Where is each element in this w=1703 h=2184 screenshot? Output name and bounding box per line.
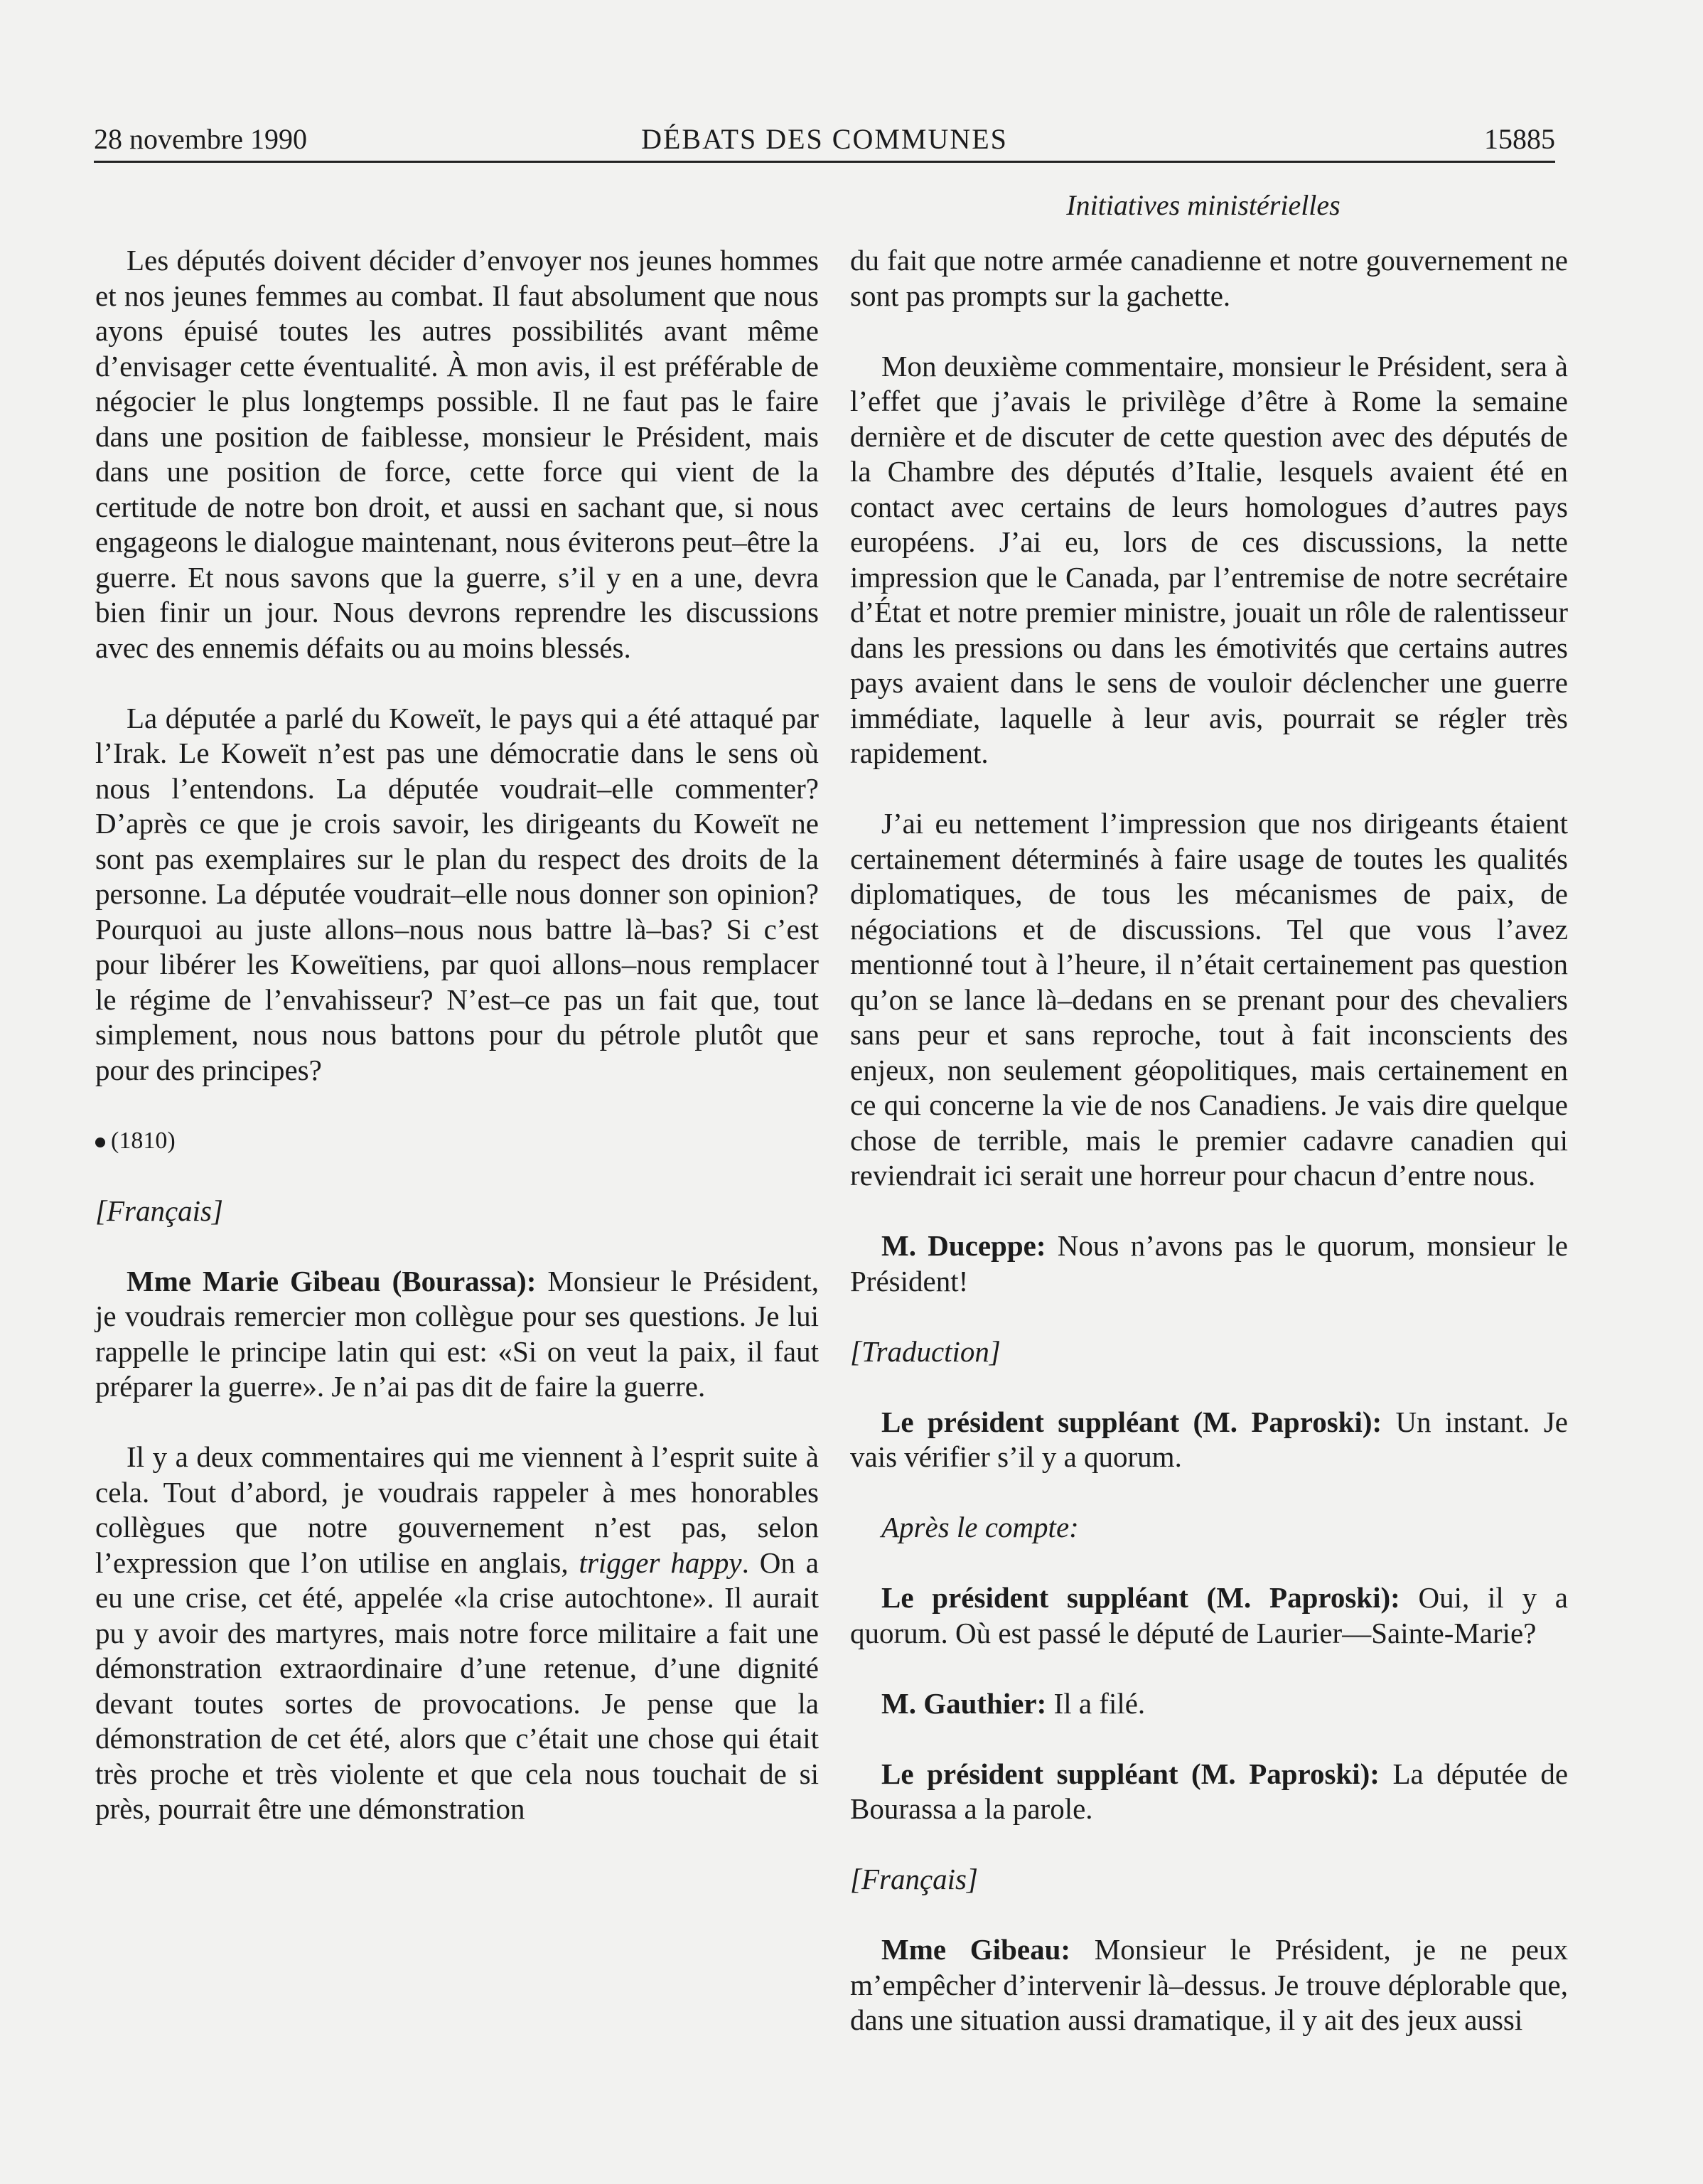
paragraph: Mon deuxième commentaire, monsieur le Président, sera à l’effet que j’avais le privilège d’être à Rome la semaine dernière et de discuter de cette question avec des députés de la Chambre des députés d’Italie, lesquels avaient été en contact avec certains de leurs homologues d’autres pays européens. J’ai eu, lors de ces discussions, la nette impression que le Canada, par l’entremise de notre secrétaire d’État et notre premier ministre, jouait un rôle de ralentisseur dans les pressions ou dans les émotivités que certains autres pays avaient dans le sens de vouloir déclencher une guerre immédiate, laquelle à leur avis, pourrait se régler très rapidement. — [850, 349, 1568, 769]
header-date: 28 novembre 1990 — [94, 123, 307, 155]
speaker-name: M. Duceppe: — [881, 1229, 1046, 1262]
speaker-name: Le président suppléant (M. Paproski): — [881, 1405, 1382, 1438]
time-marker-text: (1810) — [111, 1127, 176, 1154]
speech-text: Il a filé. — [1053, 1686, 1146, 1720]
speaker-name: M. Gauthier: — [881, 1686, 1047, 1720]
speech-text: Nous n’avons pas le quorum, monsieur le Président! — [850, 1229, 1568, 1297]
speaker-name: Mme Marie Gibeau (Bourassa): — [127, 1264, 537, 1297]
paragraph — [95, 1440, 819, 1827]
bullet-icon — [95, 1138, 105, 1147]
speech-paragraph — [95, 1264, 819, 1405]
speaker-name: Le président suppléant (M. Paproski): — [881, 1581, 1400, 1614]
paragraph-text: . On a eu une crise, cet été, appelée «la crise autochtone». Il aurait pu y avoir des martyres, mais notre force militaire a fait une démonstration extraordinaire d’une retenue, d’une dignité devant toutes sortes de provocations. Je pense que la démonstration de cet été, alors que c’était une chose qui était très proche et très violente et que cela nous touchait de si près, pourrait être une démonstration — [95, 1546, 820, 1825]
speech-paragraph — [850, 1757, 1568, 1827]
paragraph: J’ai eu nettement l’impression que nos dirigeants étaient certainement déterminés à faire usage de toutes les qualités diplomatiques, de tous les mécanismes de paix, de négociations et de discussions. Tel que vous l’avez mentionné tout à l’heure, il n’était certainement pas question qu’on se lance là–dedans en se prenant pour des chevaliers sans peur et sans reproche, tout à fait inconscients des enjeux, non seulement géopolitiques, mais certainement en ce qui concerne la vie de nos Canadiens. Je vais dire quelque chose de terrible, mais le premier cadavre canadien qui reviendrait ici serait une horreur pour chacun d’entre nous. — [850, 807, 1568, 1192]
italic-phrase: trigger happy — [579, 1546, 742, 1579]
language-note: [Traduction] — [850, 1334, 1001, 1368]
speech-text: La députée de Bourassa a la parole. — [850, 1757, 1569, 1825]
speech-text: Monsieur le Président, je ne peux m’empêcher d’intervenir là–dessus. Je trouve déplorable que, dans une situation aussi dramatique, il y ait des jeux aussi — [850, 1933, 1568, 2036]
header-title: DÉBATS DES COMMUNES — [641, 123, 1008, 155]
paragraph: du fait que notre armée canadienne et notre gouvernement ne sont pas prompts sur la gachette. — [850, 244, 1568, 312]
speech-text: Un instant. Je vais vérifier s’il y a quorum. — [850, 1405, 1569, 1473]
speech-paragraph — [850, 1686, 1568, 1722]
language-note: [Français] — [850, 1863, 978, 1895]
speech-text: Monsieur le Président, je voudrais remercier mon collègue pour ses questions. Je lui rappelle le principe latin qui est: «Si on veut la paix, il faut préparer la guerre». Je n’ai pas dit de faire la guerre. — [95, 1264, 819, 1403]
section-title: Initiatives ministérielles — [1066, 189, 1341, 221]
language-note: [Français] — [95, 1194, 223, 1227]
procedure-note: Après le compte: — [881, 1511, 1079, 1543]
paragraph: La députée a parlé du Koweït, le pays qui a été attaqué par l’Irak. Le Koweït n’est pas une démocratie dans le sens où nous l’entendons. La députée voudrait–elle commenter? D’après ce que je crois savoir, les dirigeants du Koweït ne sont pas exemplaires sur le plan du respect des droits de la personne. La députée voudrait–elle nous donner son opinion? Pourquoi au juste allons–nous nous battre là–bas? Si c’est pour libérer les Koweïtiens, par quoi allons–nous remplacer le régime de l’envahisseur? N’est–ce pas un fait que, tout simplement, nous nous battons pour du pétrole plutôt que pour des principes? — [95, 701, 819, 1086]
header-page-number: 15885 — [1484, 123, 1555, 155]
page-header — [94, 119, 1555, 163]
speech-paragraph — [850, 1405, 1568, 1475]
speaker-name: Le président suppléant (M. Paproski): — [881, 1757, 1380, 1790]
speech-paragraph — [850, 1580, 1568, 1651]
speaker-name: Mme Gibeau: — [881, 1933, 1071, 1966]
speech-paragraph — [850, 1932, 1568, 2038]
left-column — [95, 243, 819, 1827]
speech-paragraph — [850, 1228, 1568, 1299]
speech-text: Oui, il y a quorum. Où est passé le député de Laurier—Sainte-Marie? — [850, 1581, 1569, 1649]
time-marker — [95, 1123, 819, 1159]
paragraph: Les députés doivent décider d’envoyer nos jeunes hommes et nos jeunes femmes au combat. Il faut absolument que nous ayons épuisé toutes les autres possibilités avant même d’envisager cette éventualité. À mon avis, il est préférable de négocier le plus longtemps possible. Il ne faut pas le faire dans une position de faiblesse, monsieur le Président, mais dans une position de force, cette force qui vient de la certitude de notre bon droit, et aussi en sachant que, si nous engageons le dialogue maintenant, nous éviterons peut–être la guerre. Et nous savons que la guerre, s’il y en a une, devra bien finir un jour. Nous devrons reprendre les discussions avec des ennemis défaits ou au moins blessés. — [95, 244, 819, 664]
right-column — [850, 243, 1568, 2038]
paragraph-text: Il y a deux commentaires qui me viennent à l’esprit suite à cela. Tout d’abord, je voudrais rappeler à mes honorables collègues que notre gouvernement n’est pas, selon l’expression que l’on utilise en anglais, — [95, 1440, 819, 1579]
